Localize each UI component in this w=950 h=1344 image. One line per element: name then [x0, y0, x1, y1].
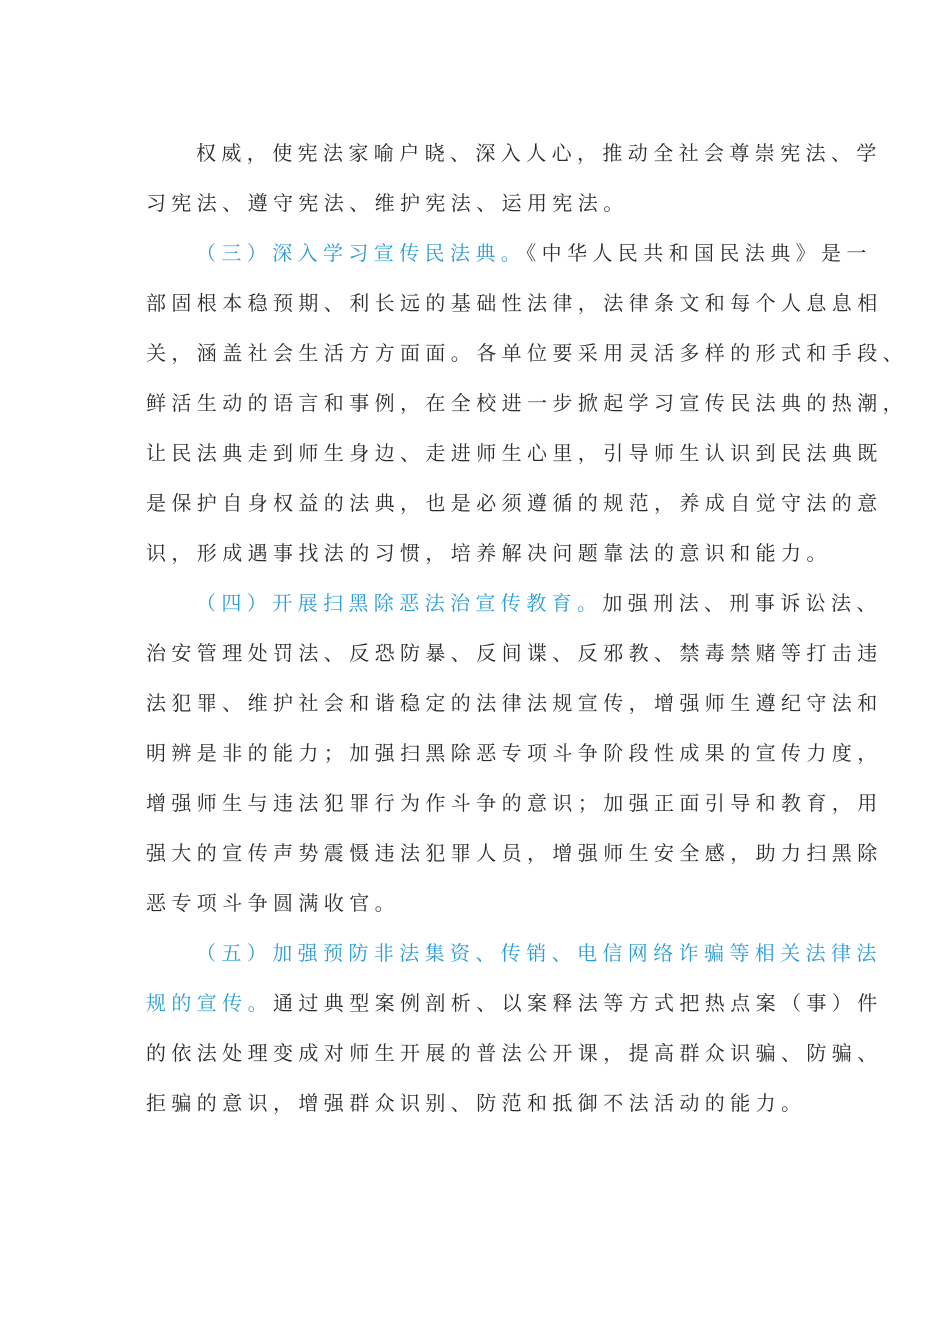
paragraph-line — [146, 340, 908, 366]
paragraph-line — [146, 890, 806, 916]
body-text: 《中华人民共和国民法典》是一 — [526, 241, 872, 265]
paragraph-line — [196, 240, 872, 266]
paragraph-line — [146, 190, 806, 216]
body-text: 拒骗的意识，增强群众识别、防范和抵御不法活动的能力。 — [146, 1091, 807, 1115]
body-text: 权威，使宪法家喻户晓、深入人心，推动全社会尊崇宪法、学 — [196, 141, 882, 165]
body-text: 是保护自身权益的法典，也是必须遵循的规范，养成自觉守法的意 — [146, 491, 883, 515]
paragraph-line — [146, 540, 832, 566]
body-text: 的依法处理变成对师生开展的普法公开课，提高群众识骗、防骗、 — [146, 1041, 883, 1065]
paragraph-line — [146, 490, 883, 516]
section-heading-5-cont: 规的宣传。 — [146, 991, 273, 1015]
paragraph-line — [146, 640, 883, 666]
body-text: 恶专项斗争圆满收官。 — [146, 891, 400, 915]
body-text: 明辨是非的能力；加强扫黑除恶专项斗争阶段性成果的宣传力度， — [146, 741, 883, 765]
paragraph-line — [196, 590, 882, 616]
paragraph-line — [146, 290, 883, 316]
body-text: 识，形成遇事找法的习惯，培养解决问题靠法的意识和能力。 — [146, 541, 832, 565]
body-text: 加强刑法、刑事诉讼法、 — [602, 591, 882, 615]
paragraph-line — [146, 740, 883, 766]
paragraph-line — [196, 140, 882, 166]
body-text: 让民法典走到师生身边、走进师生心里，引导师生认识到民法典既 — [146, 441, 883, 465]
paragraph-line — [146, 690, 883, 716]
paragraph-line — [196, 940, 882, 966]
paragraph-line — [146, 1090, 806, 1116]
section-heading-4: （四）开展扫黑除恶法治宣传教育。 — [196, 591, 603, 615]
body-text: 强大的宣传声势震慑违法犯罪人员，增强师生安全感，助力扫黑除 — [146, 841, 883, 865]
paragraph-line — [146, 840, 883, 866]
body-text: 增强师生与违法犯罪行为作斗争的意识；加强正面引导和教育，用 — [146, 791, 883, 815]
paragraph-line — [146, 990, 883, 1016]
paragraph-line — [146, 440, 883, 466]
paragraph-line — [146, 790, 883, 816]
paragraph-line — [146, 1040, 883, 1066]
paragraph-line — [146, 390, 908, 416]
body-text: 部固根本稳预期、利长远的基础性法律，法律条文和每个人息息相 — [146, 291, 883, 315]
section-heading-3: （三）深入学习宣传民法典。 — [196, 241, 527, 265]
body-text: 关，涵盖社会生活方方面面。各单位要采用灵活多样的形式和手段、 — [146, 341, 908, 365]
body-text: 通过典型案例剖析、以案释法等方式把热点案（事）件 — [273, 991, 883, 1015]
body-text: 鲜活生动的语言和事例，在全校进一步掀起学习宣传民法典的热潮， — [146, 391, 908, 415]
section-heading-5: （五）加强预防非法集资、传销、电信网络诈骗等相关法律法 — [196, 941, 882, 965]
body-text: 习宪法、遵守宪法、维护宪法、运用宪法。 — [146, 191, 629, 215]
body-text: 法犯罪、维护社会和谐稳定的法律法规宣传，增强师生遵纪守法和 — [146, 691, 883, 715]
body-text: 治安管理处罚法、反恐防暴、反间谍、反邪教、禁毒禁赌等打击违 — [146, 641, 883, 665]
